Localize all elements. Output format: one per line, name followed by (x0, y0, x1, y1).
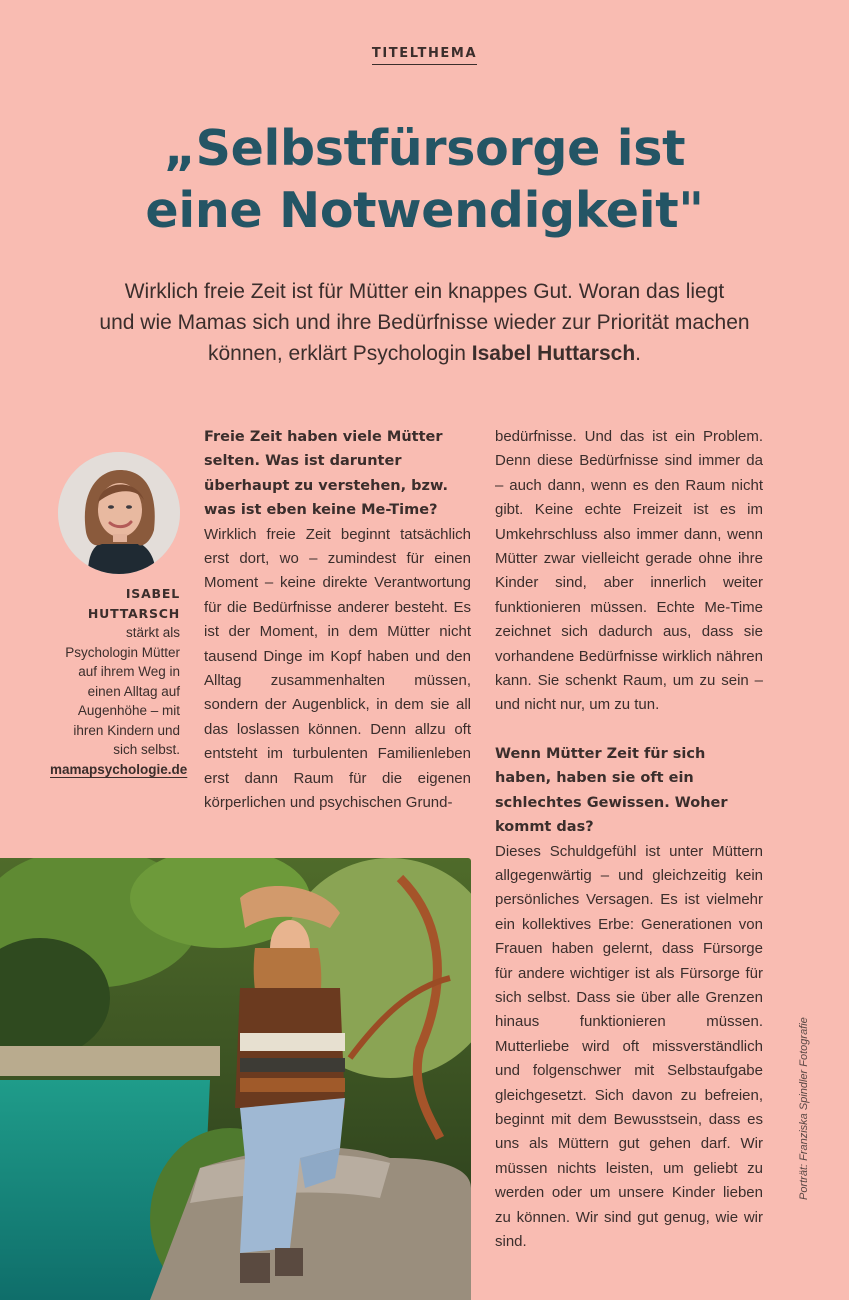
lead-line-2: und wie Mamas sich und ihre Bedürfnisse wieder zur Priorität machen (99, 311, 750, 334)
photo-image (0, 858, 471, 1300)
author-bio-text: stärkt als Psychologin Mütter auf ihrem Weg in einen Alltag auf Augenhöhe – mit ihren Kindern und sich selbst. (65, 625, 180, 757)
section-kicker (0, 42, 849, 65)
interview-answer-1-part-1: Wirklich freie Zeit beginnt tatsächlich erst dort, wo – zumindest für einen Moment – keine direkte Verantwortung für die Bedürfnisse anderer besteht. Es ist der Moment, in dem Mütter nicht tausend Dinge im Kopf haben und den Alltag zusammenhalten müssen, sondern der Augenblick, in dem sie all das loslassen können. Denn allzu oft entsteht im turbulenten Familienleben erst dann Raum für die eigenen körperlichen und psychischen Grund- (204, 525, 471, 812)
author-name-line-1: ISABEL (125, 586, 180, 601)
lead-paragraph (40, 276, 809, 369)
author-name-line-2: HUTTARSCH (87, 605, 180, 621)
lead-line-3 (40, 338, 809, 369)
author-bio (50, 584, 188, 779)
lead-line-3-end: . (635, 342, 642, 365)
lead-line-1: Wirklich freie Zeit ist für Mütter ein knappes Gut. Woran das liegt (124, 280, 725, 303)
article-column-2 (495, 425, 763, 1254)
portrait-image (58, 452, 180, 574)
lead-line-3-text: können, erklärt Psychologin (207, 342, 472, 365)
interview-answer-2: Dieses Schuldgefühl ist unter Müttern allgegenwärtig – und gleichzeitig kein persönliches Versagen. Es ist vielmehr ein kollektives Erbe: Generationen von Frauen haben gelernt, dass Fürsorge für andere wichtiger ist als Fürsorge für sich selbst. Dass sie über alle Grenzen hinaus funktionieren müssen. Mutterliebe wird oft missverständlich und folgenschwer mit Selbstaufgabe gleichgesetzt. Sich davon zu befreien, beginnt mit dem Bewusstsein, dass es uns als Müttern gut gehen darf. Wir müssen nichts leisten, um geliebt zu werden oder um unsere Kinder lieben zu können. Wir sind gut genug, wie wir sind. (495, 842, 763, 1250)
author-website-link[interactable]: mamapsychologie.de (50, 761, 188, 777)
interview-answer-1-part-2: bedürfnisse. Und das ist ein Problem. Denn diese Bedürfnisse sind immer da – auch dann, wenn es den Raum nicht gibt. Keine echte Freizeit ist es im Umkehrschluss also immer dann, wenn Mütter zwar vielleicht gerade ohne ihre Kinder sind, aber innerlich weiter funktionieren müssen. Echte Me-Time zeichnet sich dadurch aus, dass sie vorhandene Bedürfnisse wirklich nähren kann. Sie schenkt Raum, um zu sein – und nicht nur, um zu tun. (495, 428, 763, 714)
interview-question-2: Wenn Mütter Zeit für sich haben, haben sie oft ein schlechtes Gewissen. Woher kommt das? (495, 745, 728, 836)
page-title (0, 118, 849, 242)
lead-author-name: Isabel Huttarsch (471, 342, 636, 365)
interview-question-1: Freie Zeit haben viele Mütter selten. Was ist darunter überhaupt zu verstehen, bzw. was ist eben keine Me-Time? (204, 429, 448, 519)
section-kicker-label: TITELTHEMA (372, 46, 477, 65)
lake-photo (0, 858, 471, 1300)
page-title-line-1: „Selbstfürsorge ist (163, 120, 686, 177)
avatar (58, 452, 180, 574)
photo-credit: Porträt: Franziska Spindler Fotografie (798, 1017, 810, 1200)
page-title-line-2: eine Notwendigkeit" (145, 182, 704, 239)
article-column-1 (204, 425, 471, 816)
